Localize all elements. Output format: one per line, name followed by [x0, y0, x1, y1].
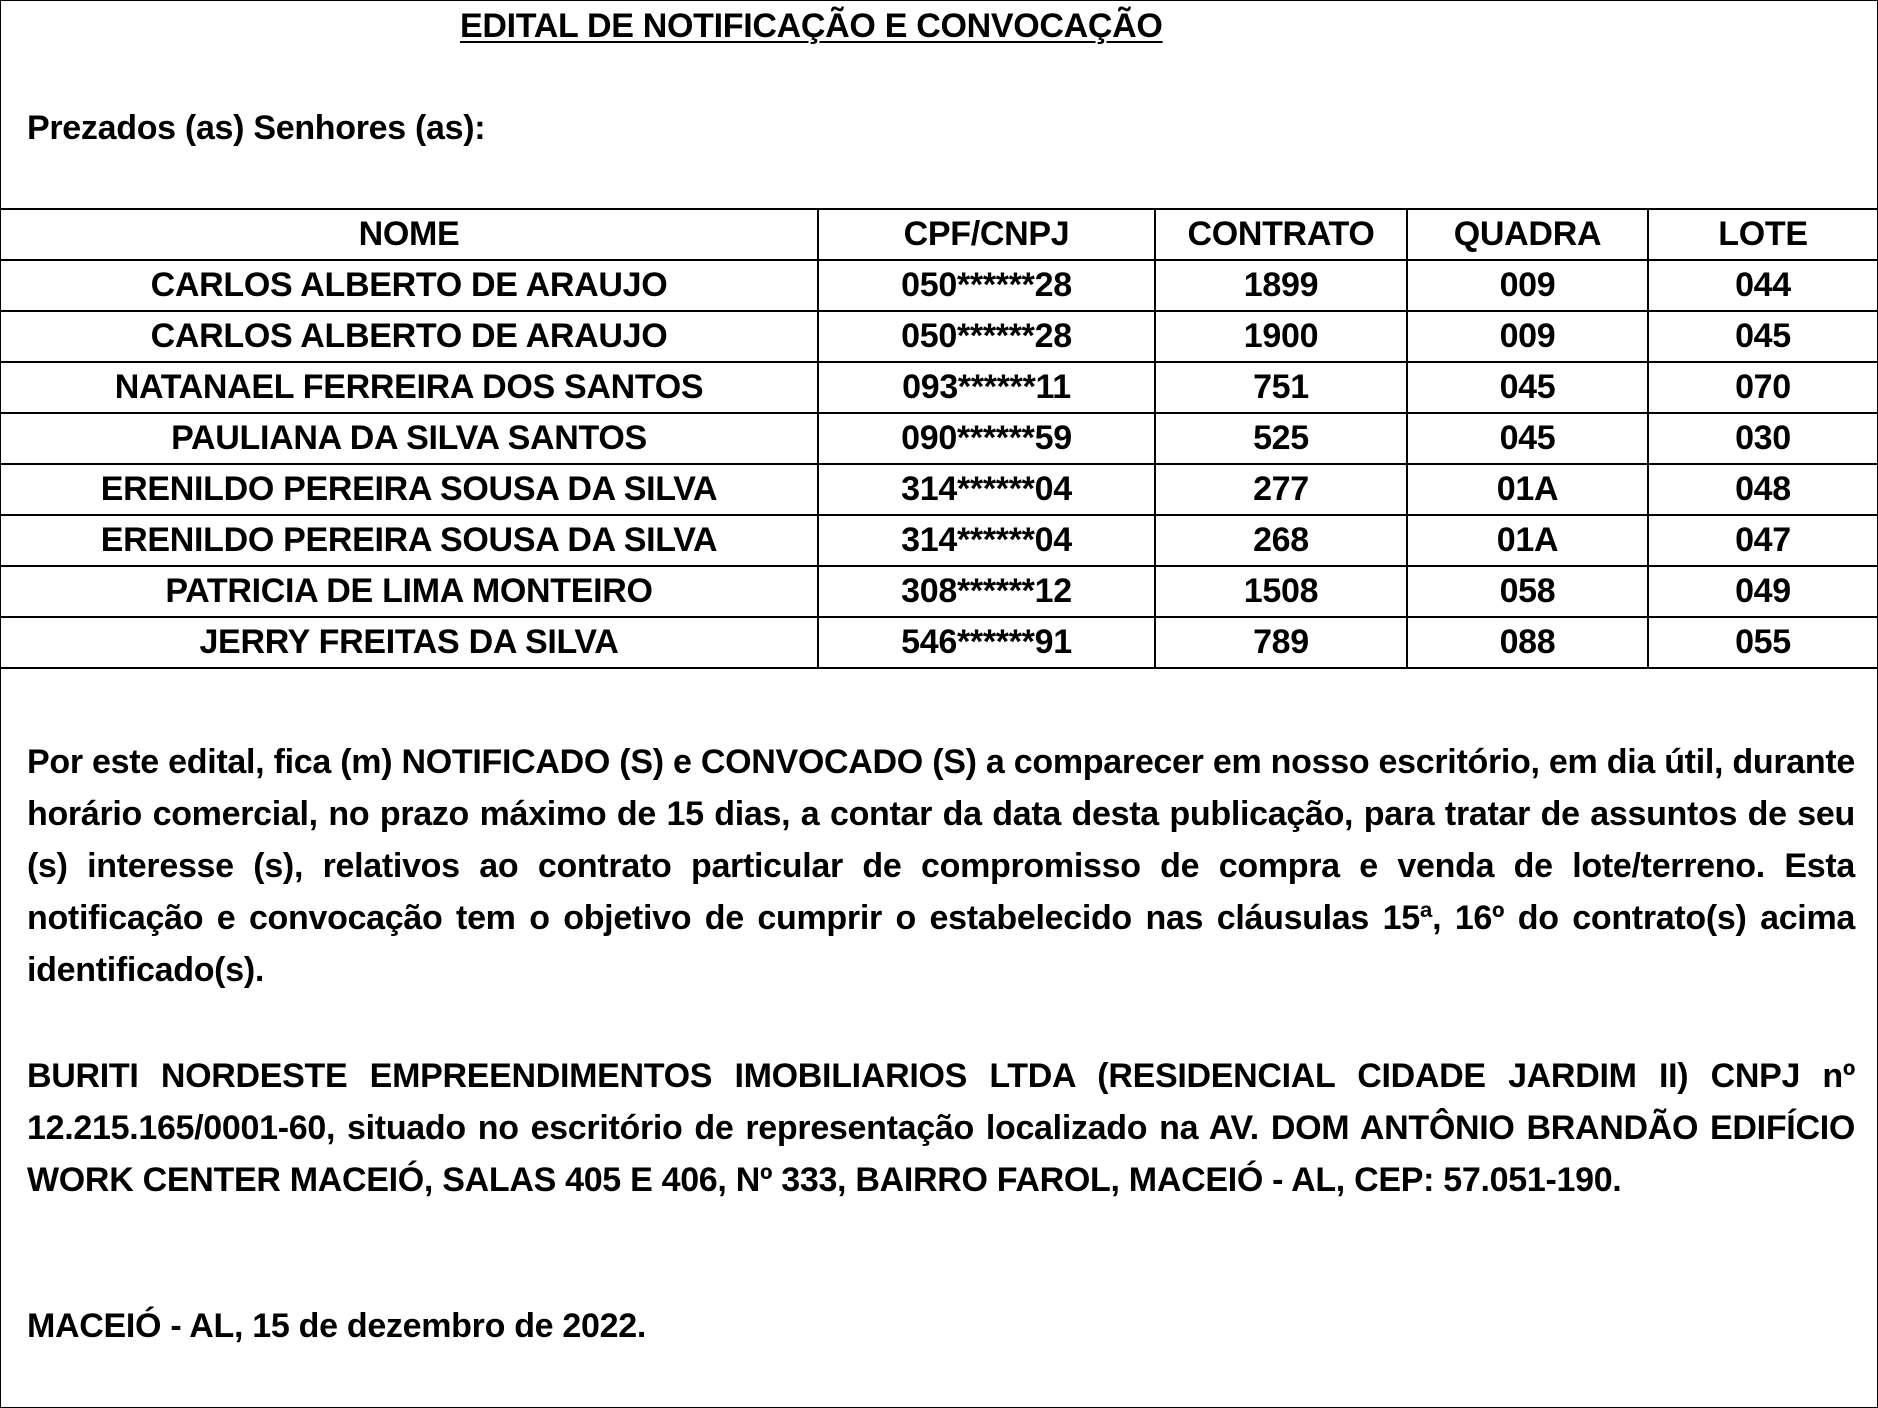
cell-lote: 055: [1648, 617, 1877, 668]
column-header-contrato: CONTRATO: [1155, 209, 1407, 260]
cell-cpf: 050******28: [818, 260, 1155, 311]
document-title: EDITAL DE NOTIFICAÇÃO E CONVOCAÇÃO: [460, 7, 1163, 45]
table-header-row: [1, 209, 1877, 260]
cell-lote: 049: [1648, 566, 1877, 617]
cell-nome: JERRY FREITAS DA SILVA: [1, 617, 818, 668]
cell-quadra: 088: [1407, 617, 1648, 668]
cell-lote: 044: [1648, 260, 1877, 311]
cell-cpf: 093******11: [818, 362, 1155, 413]
cell-nome: ERENILDO PEREIRA SOUSA DA SILVA: [1, 464, 818, 515]
cell-cpf: 090******59: [818, 413, 1155, 464]
cell-lote: 045: [1648, 311, 1877, 362]
table-row: [1, 617, 1877, 668]
place-and-date: MACEIÓ - AL, 15 de dezembro de 2022.: [27, 1307, 646, 1345]
company-info-paragraph: BURITI NORDESTE EMPREENDIMENTOS IMOBILIARIOS LTDA (RESIDENCIAL CIDADE JARDIM II) CNPJ nº 12.215.165/0001-60, situado no escritório de representação localizado na AV. DOM ANTÔNIO BRANDÃO EDIFÍCIO WORK CENTER MACEIÓ, SALAS 405 E 406, Nº 333, BAIRRO FAROL, MACEIÓ - AL, CEP: 57.051-190.: [27, 1057, 1855, 1199]
cell-quadra: 009: [1407, 260, 1648, 311]
column-header-cpf-cnpj: CPF/CNPJ: [818, 209, 1155, 260]
cell-nome: PAULIANA DA SILVA SANTOS: [1, 413, 818, 464]
cell-lote: 048: [1648, 464, 1877, 515]
cell-nome: NATANAEL FERREIRA DOS SANTOS: [1, 362, 818, 413]
table-row: [1, 464, 1877, 515]
cell-quadra: 01A: [1407, 515, 1648, 566]
notified-parties-table: [1, 208, 1877, 669]
cell-lote: 030: [1648, 413, 1877, 464]
table-row: [1, 566, 1877, 617]
cell-nome: ERENILDO PEREIRA SOUSA DA SILVA: [1, 515, 818, 566]
cell-cpf: 314******04: [818, 515, 1155, 566]
cell-contrato: 751: [1155, 362, 1407, 413]
cell-cpf: 050******28: [818, 311, 1155, 362]
greeting: Prezados (as) Senhores (as):: [27, 109, 486, 147]
table-row: [1, 260, 1877, 311]
cell-quadra: 009: [1407, 311, 1648, 362]
cell-nome: CARLOS ALBERTO DE ARAUJO: [1, 260, 818, 311]
cell-lote: 070: [1648, 362, 1877, 413]
cell-contrato: 268: [1155, 515, 1407, 566]
column-header-quadra: QUADRA: [1407, 209, 1648, 260]
cell-contrato: 789: [1155, 617, 1407, 668]
cell-contrato: 1900: [1155, 311, 1407, 362]
cell-nome: CARLOS ALBERTO DE ARAUJO: [1, 311, 818, 362]
cell-contrato: 1899: [1155, 260, 1407, 311]
cell-cpf: 546******91: [818, 617, 1155, 668]
cell-quadra: 058: [1407, 566, 1648, 617]
table-row: [1, 413, 1877, 464]
cell-nome: PATRICIA DE LIMA MONTEIRO: [1, 566, 818, 617]
cell-quadra: 045: [1407, 413, 1648, 464]
cell-contrato: 1508: [1155, 566, 1407, 617]
table-row: [1, 362, 1877, 413]
column-header-nome: NOME: [1, 209, 818, 260]
cell-cpf: 314******04: [818, 464, 1155, 515]
cell-lote: 047: [1648, 515, 1877, 566]
cell-quadra: 01A: [1407, 464, 1648, 515]
cell-quadra: 045: [1407, 362, 1648, 413]
cell-contrato: 277: [1155, 464, 1407, 515]
column-header-lote: LOTE: [1648, 209, 1877, 260]
table-row: [1, 311, 1877, 362]
table-row: [1, 515, 1877, 566]
notification-paragraph: Por este edital, fica (m) NOTIFICADO (S) e CONVOCADO (S) a comparecer em nosso escritório, em dia útil, durante horário comercial, no prazo máximo de 15 dias, a contar da data desta publicação, para tratar de assuntos de seu (s) interesse (s), relativos ao contrato particular de compromisso de compra e venda de lote/terreno. Esta notificação e convocação tem o objetivo de cumprir o estabelecido nas cláusulas 15ª, 16º do contrato(s) acima identificado(s).: [27, 743, 1855, 989]
cell-cpf: 308******12: [818, 566, 1155, 617]
cell-contrato: 525: [1155, 413, 1407, 464]
